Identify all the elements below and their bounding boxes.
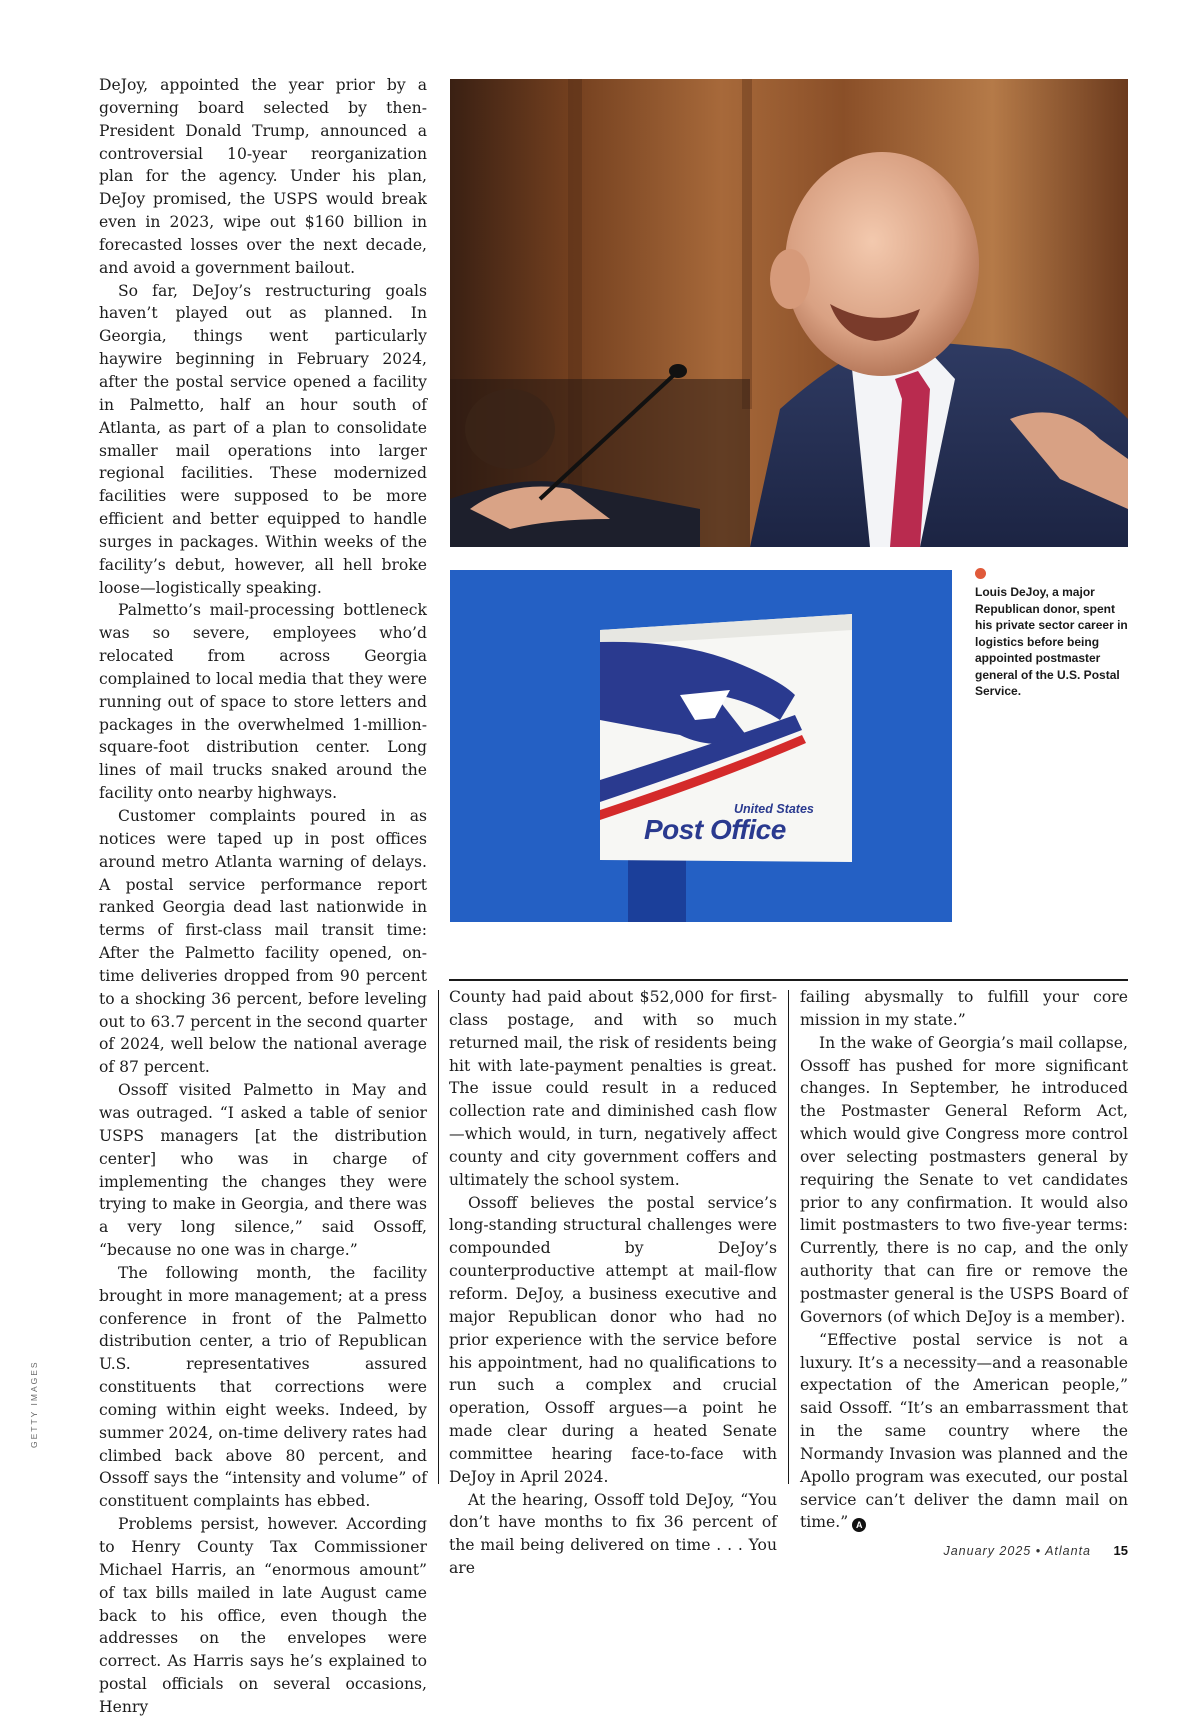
- paragraph: Ossoff visited Palmetto in May and was outraged. “I asked a table of senior USPS managers [at the distribution center] who was in charge of implementing the changes they were trying to make in Georgia, and there was a very long silence,” said Ossoff, “because no one was in charge.”: [99, 1081, 427, 1260]
- closing-quote-text: “Effective postal service is not a luxury. It’s a necessity—and a reasonable expectation of the American people,” said Ossoff. “It’s an embarrassment that in the same country where the Normandy Invasion was planned and the Apollo program was executed, our postal service can’t deliver the damn mail on time.”: [800, 1330, 1128, 1532]
- sign-line2: Post Office: [644, 814, 786, 845]
- section-rule: [449, 979, 1128, 981]
- paragraph: failing abysmally to fulfill your core mission in my state.”: [800, 988, 1128, 1029]
- footer-issue: January 2025 • Atlanta: [943, 1544, 1091, 1558]
- post-office-sign-photo: [450, 570, 952, 922]
- dejoy-hearing-photo: [450, 79, 1128, 547]
- post-office-sign-illustration: [450, 570, 952, 922]
- paragraph: Ossoff believes the postal service’s long-standing structural challenges were compounded by DeJoy’s counterproductive attempt at mail-flow reform. DeJoy, a business executive and major Republican donor who had no prior experience with the service before his appointment, had no qualifications to run such a complex and crucial operation, Ossoff argues—a point he made clear during a heated Senate committee hearing face-to-face with DeJoy in April 2024.: [449, 1193, 777, 1486]
- photo-caption: [975, 568, 1135, 700]
- paragraph: The following month, the facility brought in more management; at a press conference in front of the Palmetto distribution center, a trio of Republican U.S. representatives assured constituents that corrections were coming within eight weeks. Indeed, by summer 2024, on-time delivery rates had climbed back above 80 percent, and Ossoff says the “intensity and volume” of constituent complaints has ebbed.: [99, 1263, 427, 1511]
- paragraph: In the wake of Georgia’s mail collapse, Ossoff has pushed for more significant changes. In September, he introduced the Postmaster General Reform Act, which would give Congress more control over selecting postmasters general by requiring the Senate to vet candidates prior to any confirmation. It would also limit postmasters to two five-year terms: Currently, there is no cap, and the only authority that can fire or remove the postmaster general is the USPS Board of Governors (of which DeJoy is a member).: [800, 1033, 1128, 1326]
- end-mark-icon: A: [852, 1518, 866, 1532]
- paragraph: At the hearing, Ossoff told DeJoy, “You don’t have months to fix 36 percent of the mail being delivered on time . . . You are: [449, 1490, 777, 1578]
- page-number: 15: [1113, 1543, 1128, 1558]
- photo-credit: GETTY IMAGES: [29, 1360, 40, 1448]
- paragraph: Palmetto’s mail-processing bottleneck was so severe, employees who’d relocated from across Georgia complained to local media that they were running out of space to store letters and packages in the overwhelmed 1-million-square-foot distribution center. Long lines of mail trucks snaked around the facility onto nearby highways.: [99, 601, 427, 803]
- article-column-3: [800, 986, 1128, 1534]
- paragraph: Customer complaints poured in as notices were taped up in post offices around metro Atlanta warning of delays. A postal service performance report ranked Georgia dead last nationwide in terms of first-class mail transit time: After the Palmetto facility opened, on-time deliveries dropped from 90 percent to a shocking 36 percent, before leveling out to 63.7 percent in the second quarter of 2024, well below the national average of 87 percent.: [99, 807, 427, 1077]
- caption-dot-icon: [975, 568, 986, 579]
- column-divider: [438, 990, 439, 1484]
- paragraph: [800, 1329, 1128, 1535]
- column-divider: [788, 990, 789, 1484]
- dejoy-photo-illustration: [450, 79, 1128, 547]
- caption-text: Louis DeJoy, a major Republican donor, spent his private sector career in logistics before being appointed postmaster general of the U.S. Postal Service.: [975, 585, 1128, 698]
- paragraph: So far, DeJoy’s restructuring goals haven’t played out as planned. In Georgia, things went particularly haywire beginning in February 2024, after the postal service opened a facility in Palmetto, half an hour south of Atlanta, as part of a plan to consolidate smaller mail operations into larger regional facilities. These modernized facilities were supposed to be more efficient and better equipped to handle surges in packages. Within weeks of the facility’s debut, however, all hell broke loose—logistically speaking.: [99, 281, 427, 597]
- paragraph: Problems persist, however. According to Henry County Tax Commissioner Michael Harris, an “enormous amount” of tax bills mailed in late August came back to his office, even though the addresses on the envelopes were correct. As Harris says he’s explained to postal officials on several occasions, Henry: [99, 1515, 427, 1716]
- paragraph: County had paid about $52,000 for first-class postage, and with so much returned mail, the risk of residents being hit with late-payment penalties is great. The issue could result in a reduced collection rate and diminished cash flow—which would, in turn, negatively affect county and city government coffers and ultimately the school system.: [449, 988, 777, 1189]
- article-column-1: [99, 74, 427, 1719]
- sign-line1: United States: [734, 802, 814, 816]
- paragraph: DeJoy, appointed the year prior by a governing board selected by then-President Donald Trump, announced a controversial 10-year reorganization plan for the agency. Under his plan, DeJoy promised, the USPS would break even in 2023, wipe out $160 billion in forecasted losses over the next decade, and avoid a government bailout.: [99, 76, 427, 277]
- article-column-2: [449, 986, 777, 1580]
